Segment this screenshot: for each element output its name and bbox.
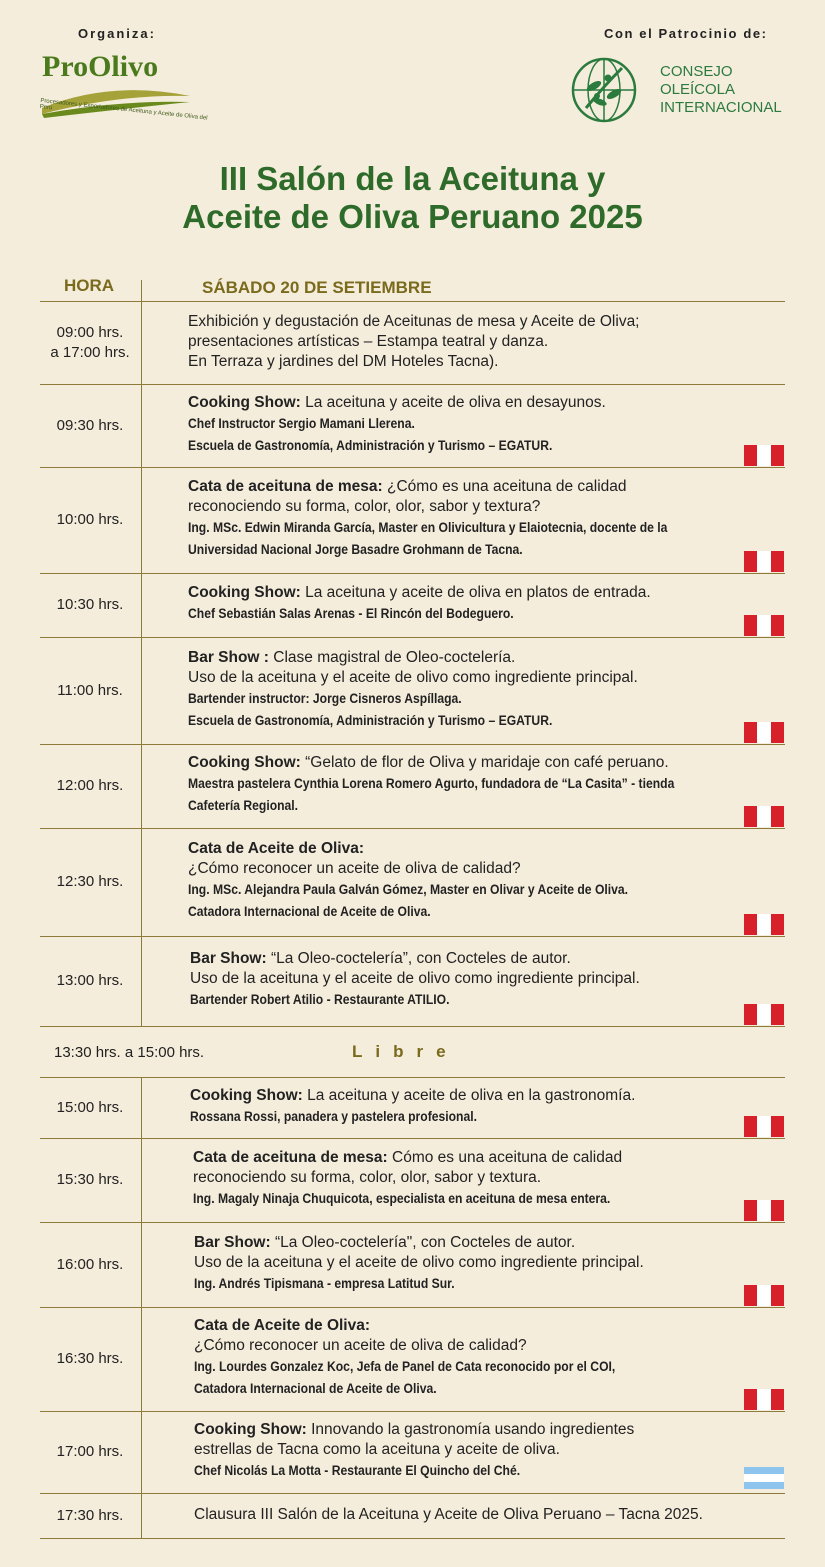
row-time	[40, 1506, 140, 1526]
activity-topic: Innovando la gastronomía usando ingredientes	[306, 1421, 635, 1438]
activity-title	[194, 1233, 774, 1253]
table-rule	[40, 1538, 785, 1539]
peru-flag-icon	[744, 1389, 784, 1410]
activity-topic: “Gelato de flor de Oliva y maridaje con café peruano.	[300, 754, 669, 771]
presenter-line: Bartender Robert Atilio - Restaurante ATILIO.	[190, 992, 450, 1007]
row-time	[40, 1255, 140, 1275]
flag-stripe	[744, 806, 757, 827]
peru-flag-icon	[744, 551, 784, 572]
page-title	[0, 160, 825, 236]
flag-stripe	[744, 445, 757, 466]
activity-title	[188, 393, 768, 413]
activity-type: Bar Show:	[190, 950, 267, 967]
row-time-line: 11:00 hrs.	[57, 681, 123, 699]
presenter-line: Maestra pastelera Cynthia Lorena Romero Agurto, fundadora de “La Casita” - tienda	[188, 776, 675, 791]
activity-line: En Terraza y jardines del DM Hoteles Tacna).	[188, 352, 499, 370]
activity-title	[194, 1316, 774, 1336]
activity-topic: ¿Cómo es una aceituna de calidad	[382, 478, 627, 495]
activity-type: Cooking Show:	[188, 754, 301, 771]
presenter-line: Ing. Andrés Tipismana - empresa Latitud Sur.	[194, 1275, 455, 1291]
activity-line: presentaciones artísticas – Estampa teatral y danza.	[188, 332, 549, 350]
schedule-row	[40, 744, 785, 828]
activity-line: Clausura III Salón de la Aceituna y Aceite de Oliva Peruano – Tacna 2025.	[194, 1505, 703, 1523]
activity-line: estrellas de Tacna como la aceituna y aceite de oliva.	[194, 1441, 560, 1458]
schedule-row	[40, 1077, 785, 1138]
flag-stripe	[757, 1285, 770, 1306]
flag-stripe	[771, 914, 784, 935]
activity-line: Uso de la aceituna y el aceite de olivo como ingrediente principal.	[194, 1253, 644, 1271]
schedule-row	[40, 828, 785, 936]
presenter-line: Universidad Nacional Jorge Basadre Grohmann de Tacna.	[188, 542, 523, 557]
activity-type: Cata de Aceite de Oliva:	[188, 840, 365, 857]
activity-line: ¿Cómo reconocer un aceite de oliva de calidad?	[188, 860, 521, 877]
flag-stripe	[744, 1467, 784, 1474]
peru-flag-icon	[744, 1200, 784, 1221]
row-time	[40, 595, 140, 615]
activity-title	[190, 949, 770, 969]
activity-type: Bar Show :	[188, 648, 269, 666]
flag-stripe	[771, 1200, 784, 1221]
presenter-line: Catadora Internacional de Aceite de Oliva.	[188, 904, 431, 919]
peru-flag-icon	[744, 722, 784, 743]
activity-type: Cata de Aceite de Oliva:	[194, 1317, 371, 1334]
activity-title	[188, 583, 768, 603]
row-time-line: 10:00 hrs.	[56, 511, 124, 528]
activity-title	[194, 1420, 774, 1440]
row-time	[40, 1442, 140, 1462]
activity-line: ¿Cómo reconocer un aceite de oliva de calidad?	[194, 1337, 527, 1354]
peru-flag-icon	[744, 1285, 784, 1306]
flag-stripe	[757, 722, 770, 743]
schedule-row	[40, 936, 785, 1026]
row-content	[190, 949, 770, 1011]
flag-stripe	[744, 1200, 757, 1221]
hora-header: HORA	[64, 276, 115, 295]
organiza-label: Organiza:	[78, 26, 156, 41]
flag-stripe	[744, 1389, 757, 1410]
row-time	[40, 416, 140, 436]
activity-title	[188, 753, 768, 773]
row-time	[40, 1170, 140, 1190]
activity-line: reconociendo su forma, color, olor, sabor y textura?	[188, 498, 541, 515]
schedule-row	[40, 1138, 785, 1222]
presenter-line: Escuela de Gastronomía, Administración y Turismo – EGATUR.	[188, 712, 553, 728]
row-time-line: 12:30 hrs.	[56, 873, 124, 890]
row-time-line: 17:30 hrs.	[56, 1506, 124, 1524]
flag-stripe	[757, 1004, 770, 1025]
schedule-row	[40, 384, 785, 467]
activity-topic: La aceituna y aceite de oliva en desayunos.	[300, 393, 606, 411]
activity-title	[193, 1148, 773, 1168]
flag-stripe	[744, 1116, 757, 1137]
row-content	[188, 312, 768, 372]
row-time-line: 17:00 hrs.	[56, 1443, 124, 1460]
activity-title	[188, 839, 768, 859]
row-time-line: 15:30 hrs.	[56, 1171, 124, 1188]
row-time	[40, 971, 140, 991]
flag-stripe	[771, 445, 784, 466]
presenter-line: Chef Nicolás La Motta - Restaurante El Quincho del Ché.	[194, 1463, 521, 1478]
activity-type: Cata de aceituna de mesa:	[188, 478, 383, 495]
presenter-line: Chef Instructor Sergio Mamani Llerena.	[188, 415, 415, 431]
row-content	[190, 1086, 770, 1128]
activity-type: Cooking Show:	[188, 393, 301, 411]
header	[0, 0, 825, 150]
row-time-line: 10:30 hrs.	[56, 596, 124, 613]
peru-flag-icon	[744, 914, 784, 935]
activity-type: Cooking Show:	[188, 584, 301, 601]
flag-stripe	[757, 1200, 770, 1221]
activity-type: Cooking Show:	[190, 1086, 303, 1104]
flag-stripe	[744, 1474, 784, 1481]
schedule-row	[40, 637, 785, 744]
activity-line: reconociendo su forma, color, olor, sabor y textura.	[193, 1169, 542, 1186]
row-content	[194, 1420, 774, 1482]
row-content	[188, 477, 768, 561]
coi-name	[660, 63, 782, 117]
activity-title	[188, 648, 768, 668]
row-content	[194, 1316, 774, 1400]
activity-topic: “La Oleo-coctelería”, con Cocteles de autor.	[266, 950, 571, 967]
row-time-line: 12:00 hrs.	[56, 777, 124, 794]
presenter-line: Bartender instructor: Jorge Cisneros Aspíllaga.	[188, 690, 462, 706]
presenter-line: Ing. MSc. Alejandra Paula Galván Gómez, Master en Olivar y Aceite de Oliva.	[188, 882, 629, 897]
table-header	[40, 272, 785, 302]
flag-stripe	[771, 722, 784, 743]
flag-stripe	[757, 445, 770, 466]
presenter-line: Chef Sebastián Salas Arenas - El Rincón del Bodeguero.	[188, 606, 514, 621]
row-time	[40, 1098, 140, 1118]
schedule-row	[40, 1222, 785, 1307]
proolivo-logo: ProOlivo	[42, 50, 159, 83]
schedule-row	[40, 1307, 785, 1411]
title-line2: Aceite de Oliva Peruano 2025	[182, 198, 643, 235]
peru-flag-icon	[744, 1004, 784, 1025]
row-time-line: 09:00 hrs.	[56, 323, 124, 341]
activity-topic: Clase magistral de Oleo-coctelería.	[268, 648, 516, 666]
row-time-line: 09:30 hrs.	[56, 416, 124, 434]
activity-type: Cooking Show:	[194, 1421, 307, 1438]
flag-stripe	[744, 615, 757, 636]
coi-emblem-icon	[570, 56, 638, 124]
schedule-row	[40, 573, 785, 637]
flag-stripe	[757, 551, 770, 572]
row-time	[40, 323, 140, 363]
row-time-line: 16:30 hrs.	[56, 1350, 124, 1367]
row-content	[193, 1148, 773, 1210]
flag-stripe	[771, 615, 784, 636]
schedule-row	[40, 301, 785, 384]
flag-stripe	[757, 914, 770, 935]
row-time	[40, 872, 140, 892]
presenter-line: Catadora Internacional de Aceite de Oliva.	[194, 1381, 437, 1396]
schedule-row	[40, 1493, 785, 1538]
flag-stripe	[744, 551, 757, 572]
row-time-line: 16:00 hrs.	[56, 1255, 124, 1273]
schedule-row	[40, 467, 785, 573]
peru-flag-icon	[744, 1116, 784, 1137]
flag-stripe	[771, 1389, 784, 1410]
flag-stripe	[744, 1482, 784, 1489]
presenter-line: Ing. Lourdes Gonzalez Koc, Jefa de Panel de Cata reconocido por el COI,	[194, 1359, 616, 1374]
schedule-row	[40, 1411, 785, 1493]
activity-topic: “La Oleo-coctelería", con Cocteles de autor.	[270, 1233, 576, 1251]
row-content	[188, 753, 768, 817]
flag-stripe	[757, 806, 770, 827]
row-time-line: 15:00 hrs.	[56, 1098, 124, 1116]
activity-title	[188, 477, 768, 497]
activity-topic: La aceituna y aceite de oliva en la gastronomía.	[302, 1086, 636, 1104]
flag-stripe	[744, 722, 757, 743]
activity-line: Exhibición y degustación de Aceitunas de mesa y Aceite de Oliva;	[188, 312, 640, 330]
activity-type: Cata de aceituna de mesa:	[193, 1149, 388, 1166]
presenter-line: Cafetería Regional.	[188, 798, 299, 813]
row-time	[40, 1349, 140, 1369]
peru-flag-icon	[744, 615, 784, 636]
sponsor-label: Con el Patrocinio de:	[604, 26, 768, 41]
row-content	[194, 1505, 774, 1525]
row-content	[194, 1233, 774, 1295]
activity-line: Uso de la aceituna y el aceite de olivo como ingrediente principal.	[190, 970, 640, 987]
flag-stripe	[744, 914, 757, 935]
table-rule	[40, 1077, 785, 1078]
presenter-line: Rossana Rossi, panadera y pastelera profesional.	[190, 1108, 477, 1124]
peru-flag-icon	[744, 806, 784, 827]
coi-name-line1: CONSEJO	[660, 63, 733, 80]
activity-title	[190, 1086, 770, 1106]
row-content	[188, 648, 768, 732]
activity-line: Uso de la aceituna y el aceite de olivo como ingrediente principal.	[188, 668, 638, 686]
flag-stripe	[757, 1116, 770, 1137]
proolivo-tagline: Procesadores y Exportadores de Aceituna y Aceite de Oliva del Perú	[39, 98, 208, 122]
day-header: SÁBADO 20 DE SETIEMBRE	[202, 278, 432, 297]
presenter-line: Ing. MSc. Edwin Miranda García, Master en Olivicultura y Elaiotecnia, docente de la	[188, 520, 668, 535]
argentina-flag-icon	[744, 1467, 784, 1489]
peru-flag-icon	[744, 445, 784, 466]
row-time-line: a 17:00 hrs.	[50, 343, 130, 361]
row-time	[40, 776, 140, 796]
activity-topic: Cómo es una aceituna de calidad	[387, 1149, 623, 1166]
flag-stripe	[771, 1004, 784, 1025]
activity-topic: La aceituna y aceite de oliva en platos de entrada.	[300, 584, 651, 601]
row-content	[188, 839, 768, 923]
flag-stripe	[771, 1116, 784, 1137]
coi-name-line2: OLEÍCOLA	[660, 81, 736, 98]
break-label: Libre	[352, 1042, 459, 1061]
table-rule	[40, 1026, 785, 1027]
flag-stripe	[771, 1285, 784, 1306]
flag-stripe	[771, 806, 784, 827]
activity-type: Bar Show:	[194, 1233, 271, 1251]
row-content	[188, 393, 768, 457]
flag-stripe	[744, 1285, 757, 1306]
row-time	[40, 681, 140, 701]
flag-stripe	[771, 551, 784, 572]
row-time	[40, 510, 140, 530]
flag-stripe	[757, 1389, 770, 1410]
row-time-line: 13:00 hrs.	[56, 972, 124, 989]
row-content	[188, 583, 768, 625]
presenter-line: Escuela de Gastronomía, Administración y Turismo – EGATUR.	[188, 437, 553, 453]
title-line1: III Salón de la Aceituna y	[219, 160, 606, 197]
flag-stripe	[744, 1004, 757, 1025]
flag-stripe	[757, 615, 770, 636]
break-time: 13:30 hrs. a 15:00 hrs.	[54, 1044, 205, 1061]
presenter-line: Ing. Magaly Ninaja Chuquicota, especialista en aceituna de mesa entera.	[193, 1191, 611, 1206]
coi-name-line3: INTERNACIONAL	[660, 99, 782, 116]
